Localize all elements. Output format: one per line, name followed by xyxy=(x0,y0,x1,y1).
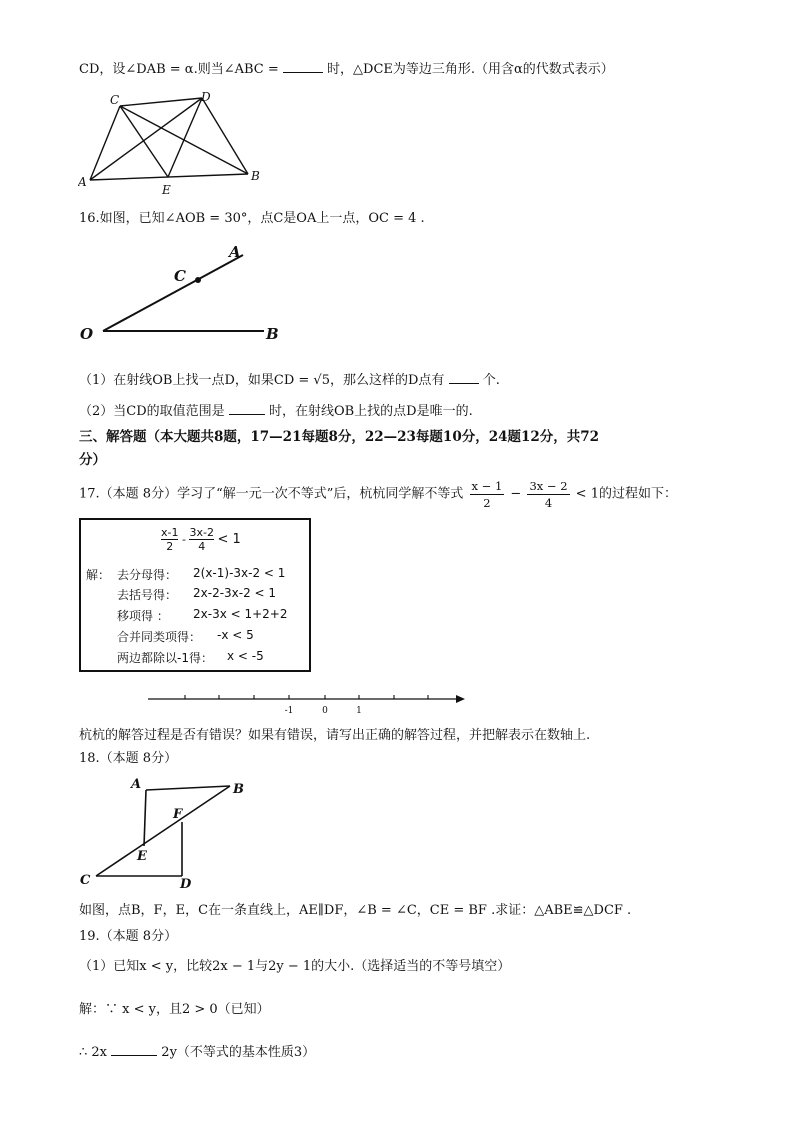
q16-part1-a: （1）在射线OB上找一点D，如果CD = √5，那么这样的D点有 xyxy=(79,373,445,388)
hw-step1: 2(x-1)-3x-2 < 1 xyxy=(193,566,286,580)
q19-solution: 解：∵ x < y，且2 > 0（已知） xyxy=(79,1002,270,1017)
label-f: F xyxy=(173,807,183,822)
tick-label-0: 0 xyxy=(322,706,328,716)
label-d: D xyxy=(180,877,192,892)
hw-step3: 2x-3x < 1+2+2 xyxy=(193,607,288,621)
hw-step2-label: 去括号得： xyxy=(117,588,178,602)
label-a: A xyxy=(78,175,87,189)
axis-arrow-icon xyxy=(456,695,465,703)
hw-frac1-num: x-1 xyxy=(161,526,179,539)
hw-equation xyxy=(161,526,241,553)
hw-frac1-den: 2 xyxy=(166,540,174,553)
hw-frac2-num: 3x-2 xyxy=(189,526,214,539)
label-b: B xyxy=(233,782,244,797)
q17-number-line xyxy=(145,690,470,720)
q16-part2-b: 时，在射线OB上找的点D是唯一的. xyxy=(268,404,473,419)
seg-ce xyxy=(120,106,168,177)
section3-heading-line1: 三、解答题（本大题共8题，17—21每题8分，22—23每题10分，24题12分，共72 xyxy=(79,429,600,445)
q16-part1 xyxy=(79,371,500,390)
hw-minus: - xyxy=(181,533,186,546)
frac1-num: x − 1 xyxy=(471,479,503,493)
q19-step-b: 2y（不等式的基本性质3） xyxy=(161,1045,316,1060)
label-b: B xyxy=(266,325,279,343)
ray-oa xyxy=(103,255,243,331)
label-a: A xyxy=(131,777,142,792)
q16-stem: 16.如图，已知∠AOB = 30°，点C是OA上一点，OC = 4 . xyxy=(79,211,425,226)
label-a: A xyxy=(229,243,241,261)
label-e: E xyxy=(162,183,171,197)
q19-stem: 19.（本题 8分） xyxy=(79,929,178,944)
q17-stem xyxy=(79,478,677,511)
q17-question: 杭杭的解答过程是否有错误？如果有错误，请写出正确的解答过程，并把解表示在数轴上. xyxy=(79,728,591,743)
q19-part1: （1）已知x < y，比较2x − 1与2y − 1的大小.（选择适当的不等号填空） xyxy=(79,959,511,974)
q16-part2 xyxy=(79,402,473,421)
q17-stem-b: < 1的过程如下： xyxy=(575,486,677,502)
hw-step5: x < -5 xyxy=(227,649,264,663)
q16-part2-a: （2）当CD的取值范围是 xyxy=(79,404,225,419)
frac1-den: 2 xyxy=(483,496,491,510)
hw-frac2-den: 4 xyxy=(198,540,206,553)
q16-figure xyxy=(78,240,288,345)
q19-step-a: ∴ 2x xyxy=(79,1045,108,1060)
q15-figure xyxy=(78,88,268,200)
label-c: C xyxy=(110,93,120,107)
hw-rhs: < 1 xyxy=(217,532,241,547)
hw-step4: -x < 5 xyxy=(217,628,254,642)
hw-jie: 解： xyxy=(86,568,111,582)
label-o: O xyxy=(80,325,94,343)
hw-step1-label: 去分母得： xyxy=(117,568,178,582)
label-d: D xyxy=(201,90,211,104)
q18-text: 如图，点B，F，E，C在一条直线上，AE∥DF，∠B = ∠C，CE = BF .求证：△ABE≌△DCF . xyxy=(79,903,632,918)
section3-heading-line2: 分） xyxy=(79,452,106,468)
frac2-den: 4 xyxy=(544,496,553,510)
label-c: C xyxy=(174,267,186,285)
q19-step xyxy=(79,1043,315,1062)
label-c: C xyxy=(80,873,91,888)
q17-fraction-1 xyxy=(470,478,505,511)
q17-fraction-2 xyxy=(527,478,569,511)
seg-ab xyxy=(146,786,230,790)
q15-text-a: CD，设∠DAB = α.则当∠ABC = xyxy=(79,62,279,77)
q16-part2-blank xyxy=(229,402,265,415)
hw-frac2 xyxy=(189,526,213,553)
q17-stem-a: 17.（本题 8分）学习了“解一元一次不等式”后，杭杭同学解不等式 xyxy=(79,486,464,502)
hw-step4-label: 合并同类项得： xyxy=(117,630,202,644)
seg-db xyxy=(202,98,248,174)
q17-student-work xyxy=(79,518,311,672)
q15-text-b: 时，△DCE为等边三角形.（用含α的代数式表示） xyxy=(327,62,614,77)
hw-frac1 xyxy=(161,526,178,553)
q17-minus: − xyxy=(510,486,522,502)
q18-figure xyxy=(78,772,253,892)
tick-label-1: 1 xyxy=(356,706,362,716)
seg-cd xyxy=(120,98,202,106)
q19-step-blank xyxy=(111,1043,157,1056)
label-e: E xyxy=(137,849,147,864)
hw-step3-label: 移项得 ： xyxy=(117,609,169,623)
point-c xyxy=(195,277,201,283)
hw-step5-label: 两边都除以-1得： xyxy=(117,651,213,665)
q16-part1-b: 个. xyxy=(482,373,500,388)
q18-stem: 18.（本题 8分） xyxy=(79,751,178,766)
frac2-num: 3x − 2 xyxy=(529,479,568,493)
q15-answer-blank xyxy=(283,60,323,73)
q16-part1-blank xyxy=(449,371,479,384)
label-b: B xyxy=(251,169,260,183)
seg-cb xyxy=(96,786,230,876)
tick-label-neg1: -1 xyxy=(284,706,294,716)
seg-ae xyxy=(144,790,146,846)
hw-step2: 2x-2-3x-2 < 1 xyxy=(193,586,277,600)
q15-line xyxy=(79,60,614,79)
